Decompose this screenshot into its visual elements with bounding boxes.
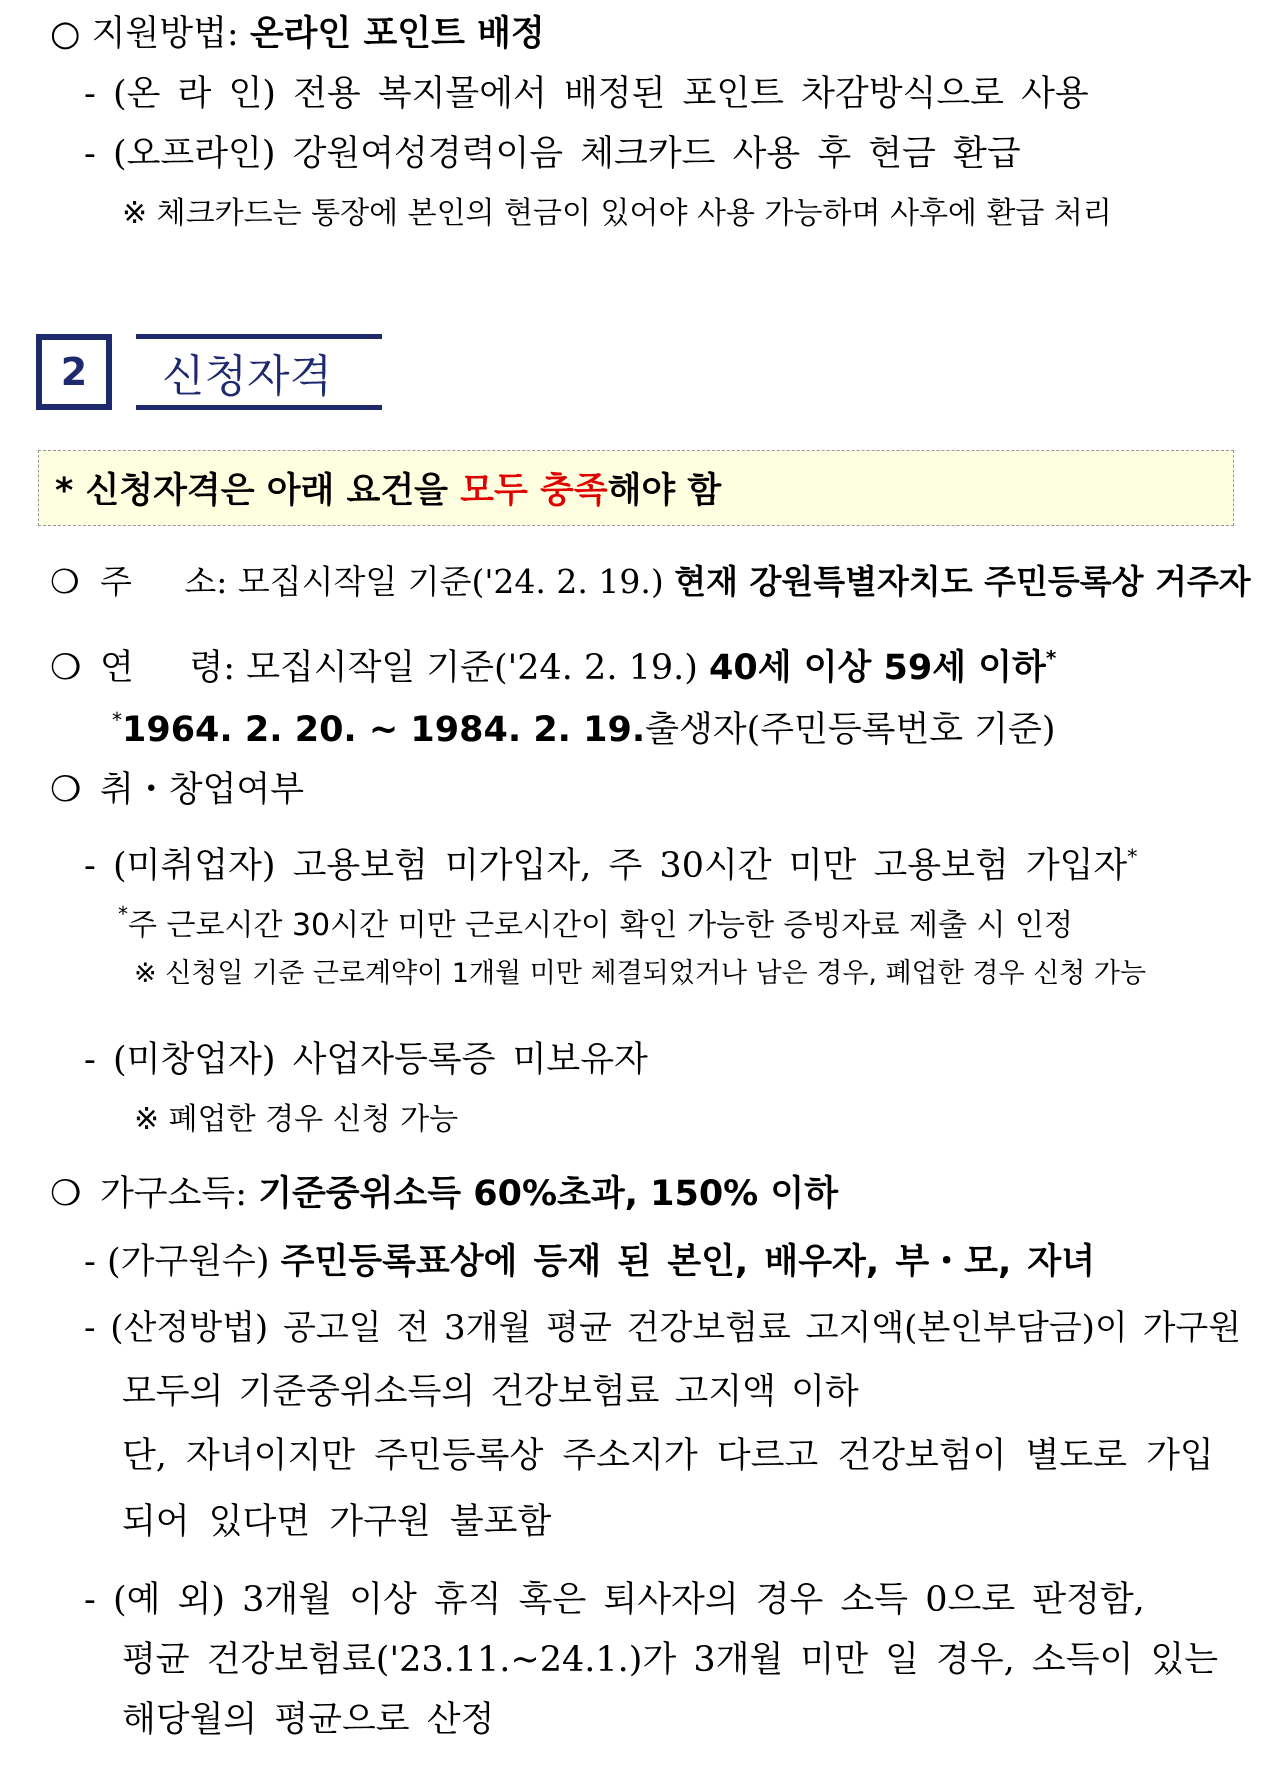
online-use-item: - (온 라 인) 전용 복지몰에서 배정된 포인트 차감방식으로 사용: [84, 74, 1089, 114]
notice-prefix: * 신청자격은 아래 요건을: [55, 471, 448, 511]
employment-row: [50, 768, 304, 812]
section-number: 2: [36, 334, 112, 410]
support-method-row: [50, 12, 545, 56]
calc-method-line-1: - (산정방법) 공고일 전 3개월 평균 건강보험료 고지액(본인부담금)이 가구원: [84, 1308, 1242, 1348]
exception-line-3: 해당월의 평균으로 산정: [122, 1700, 495, 1740]
age-footnote-dates: 1964. 2. 20. ~ 1984. 2. 19.: [122, 710, 646, 750]
section-title: [136, 334, 382, 410]
notice-highlight: 모두 충족: [460, 471, 608, 511]
age-footnote-mark: *: [1045, 646, 1057, 670]
unemployed-footnote-mark: *: [118, 902, 128, 926]
unemployed-note2: ※ 신청일 기준 근로계약이 1개월 미만 체결되었거나 남은 경우, 폐업한 경우 신청 가능: [134, 958, 1147, 989]
age-footnote-rest: 출생자(주민등록번호 기준): [645, 710, 1056, 750]
notice-suffix: 해야 함: [607, 471, 722, 511]
employment-label: 취・창업여부: [100, 770, 305, 810]
household-members-label: - (가구원수): [84, 1242, 270, 1282]
age-footnote-sup: *: [112, 708, 122, 732]
calc-method-line-3: 단, 자녀이지만 주민등록상 주소지가 다르고 건강보험이 별도로 가입: [122, 1436, 1214, 1476]
bullet-icon: ❍: [50, 1174, 82, 1214]
unemployed-text: - (미취업자) 고용보험 미가입자, 주 30시간 미만 고용보험 가입자: [84, 846, 1128, 886]
requirement-notice: [38, 450, 1234, 526]
exception-line-2: 평균 건강보험료('23.11.~24.1.)가 3개월 미만 일 경우, 소득이 있는: [122, 1640, 1219, 1680]
household-members-item: [84, 1240, 1095, 1284]
section-title-text: 신청자격: [162, 351, 333, 402]
unemployed-footnote-text: 주 근로시간 30시간 미만 근로시간이 확인 가능한 증빙자료 제출 시 인정: [128, 908, 1073, 943]
check-card-note: ※ 체크카드는 통장에 본인의 현금이 있어야 사용 가능하며 사후에 환급 처리: [122, 196, 1112, 231]
bullet-icon: ❍: [50, 648, 82, 688]
calc-method-line-2: 모두의 기준중위소득의 건강보험료 고지액 이하: [122, 1372, 859, 1412]
support-method-value: 온라인 포인트 배정: [249, 14, 545, 54]
age-footnote: [112, 698, 1056, 752]
bullet-icon: ❍: [50, 562, 80, 601]
address-basis: 모집시작일 기준('24. 2. 19.): [237, 562, 664, 601]
age-value: 40세 이상 59세 이하: [709, 648, 1046, 688]
unemployed-mark: *: [1127, 844, 1138, 868]
address-value: 현재 강원특별자치도 주민등록상 거주자: [674, 562, 1251, 601]
income-value: 기준중위소득 60%초과, 150% 이하: [258, 1174, 839, 1214]
address-label: 주 소:: [100, 562, 228, 601]
bullet-icon: ❍: [50, 770, 82, 810]
calc-method-line-4: 되어 있다면 가구원 불포함: [122, 1502, 552, 1542]
address-row: [50, 560, 1251, 604]
age-basis: 모집시작일 기준('24. 2. 19.): [246, 648, 698, 688]
age-label: 연 령:: [100, 648, 236, 688]
household-members-value: 주민등록표상에 등재 된 본인, 배우자, 부・모, 자녀: [280, 1242, 1096, 1282]
unemployed-footnote: [118, 892, 1073, 948]
income-row: [50, 1172, 838, 1216]
exception-line-1: - (예 외) 3개월 이상 휴직 혹은 퇴사자의 경우 소득 0으로 판정함,: [84, 1580, 1145, 1620]
unemployed-item: [84, 834, 1137, 888]
age-row: [50, 636, 1056, 690]
offline-use-item: - (오프라인) 강원여성경력이음 체크카드 사용 후 현금 환급: [84, 134, 1021, 174]
support-method-label: ○ 지원방법:: [50, 14, 239, 54]
non-founder-item: - (미창업자) 사업자등록증 미보유자: [84, 1040, 648, 1080]
non-founder-note: ※ 폐업한 경우 신청 가능: [134, 1102, 459, 1137]
income-label: 가구소득:: [100, 1174, 248, 1214]
